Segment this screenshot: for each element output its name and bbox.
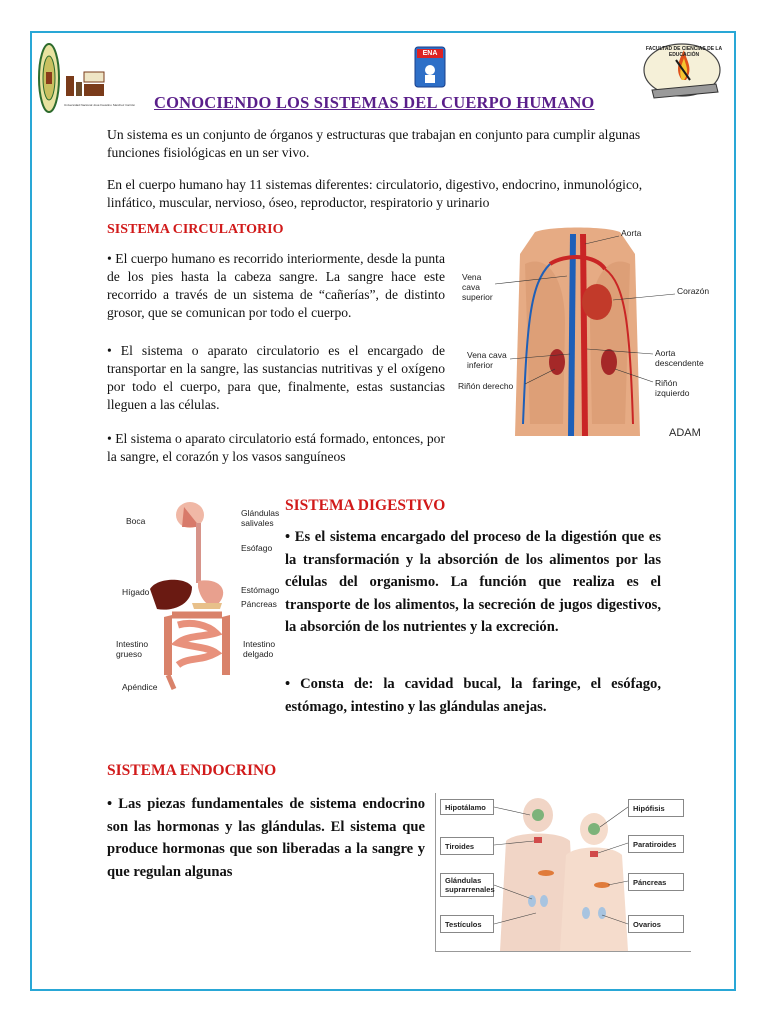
label-pancreas-endocrino: Páncreas (628, 873, 684, 891)
label-vena-cava-superior: Vena cava superior (462, 272, 493, 302)
logo-center-text: ENA (422, 50, 438, 57)
label-boca: Boca (126, 516, 146, 526)
logo-center-ena (414, 46, 446, 88)
label-vena-cava-inferior: Vena cava inferior (467, 350, 507, 370)
label-higado: Hígado (122, 587, 150, 597)
label-aorta: Aorta (621, 228, 642, 238)
label-testiculos: Testículos (440, 915, 494, 933)
circulatorio-paragraph-2: • El sistema o aparato circulatorio es el encargado de transportar en la sangre, las sustancias nutritivas y el oxígeno por todo el cuerpo, para que, finalmente, estas sustancias lleguen a las células. (107, 343, 445, 412)
label-intestino-delgado: Intestino delgado (243, 639, 276, 659)
endocrine-system-figure (435, 793, 691, 952)
label-estomago: Estómago (241, 585, 280, 595)
digestivo-paragraph-1: • Es el sistema encargado del proceso de la digestión que es la transformación y la absorción de los alimentos por las células del organismo. La función que realiza es el transporte de los alimentos, la secreción de jugos digestivos, la absorción de los nutrientes y la excreción. (285, 529, 661, 635)
label-corazon: Corazón (677, 286, 710, 296)
label-apendice: Apéndice (122, 682, 158, 692)
logo-left-building (64, 68, 136, 108)
logo-right-faculty (638, 40, 730, 104)
digestive-system-figure (112, 497, 280, 697)
intro-paragraph-1: Un sistema es un conjunto de órganos y estructuras que trabajan en conjunto para cumplir algunas funciones fisiológicas en un ser vivo. (107, 127, 641, 160)
logo-left-caption: Universidad Nacional José Faustino Sánchez Carrión (64, 103, 136, 107)
endocrino-paragraph-1: • Las piezas fundamentales de sistema endocrino son las hormonas y las glándulas. El sistema que produce hormonas que son liberadas a la sangre y que regulan algunas (107, 796, 425, 880)
circulatory-system-figure (455, 224, 720, 442)
circulatorio-heading: SISTEMA CIRCULATORIO (107, 222, 284, 237)
logo-right-text: FACULTAD DE CIENCIAS DE LA EDUCACIÓN (645, 46, 723, 58)
logo-left-seal (38, 42, 60, 114)
endocrino-heading: SISTEMA ENDOCRINO (107, 762, 277, 779)
label-intestino-grueso: Intestino grueso (116, 639, 149, 659)
circulatorio-paragraph-3: • El sistema o aparato circulatorio está formado, entonces, por la sangre, el corazón y los vasos sanguíneos (107, 431, 445, 464)
label-adam-credit: ADAM (669, 427, 701, 439)
circulatorio-paragraph-1: • El cuerpo humano es recorrido interiormente, desde la punta de los pies hasta la cabeza sangre. La sangre hace este recorrido a través de un sistema de “cañerías”, de distinto grosor, que se comunican por todo el cuerpo. (107, 251, 445, 320)
digestivo-paragraph-2: • Consta de: la cavidad bucal, la faringe, el esófago, estómago, intestino y las glándulas anejas. (285, 676, 661, 715)
label-aorta-descendente: Aorta descendente (655, 348, 704, 368)
digestivo-heading: SISTEMA DIGESTIVO (285, 497, 446, 514)
label-hipotalamo: Hipotálamo (440, 799, 494, 815)
label-glandulas-suprarrenales: Glándulas suprarrenales (440, 873, 494, 897)
label-esofago: Esófago (241, 543, 273, 553)
label-hipofisis: Hipófisis (628, 799, 684, 817)
label-paratiroides: Paratiroides (628, 835, 684, 853)
intro-paragraph-2: En el cuerpo humano hay 11 sistemas diferentes: circulatorio, digestivo, endocrino, inmunológico, linfático, muscular, nervioso, óseo, reproductor, respiratorio y urinario (107, 177, 643, 210)
label-pancreas-digestivo: Páncreas (241, 599, 277, 609)
label-rinon-derecho: Riñón derecho (458, 381, 514, 391)
label-ovarios: Ovarios (628, 915, 684, 933)
page-title: CONOCIENDO LOS SISTEMAS DEL CUERPO HUMANO (154, 93, 595, 112)
label-glandulas-salivales: Glándulas salivales (241, 508, 280, 528)
label-tiroides: Tiroides (440, 837, 494, 855)
label-rinon-izquierdo: Riñón izquierdo (655, 378, 690, 398)
